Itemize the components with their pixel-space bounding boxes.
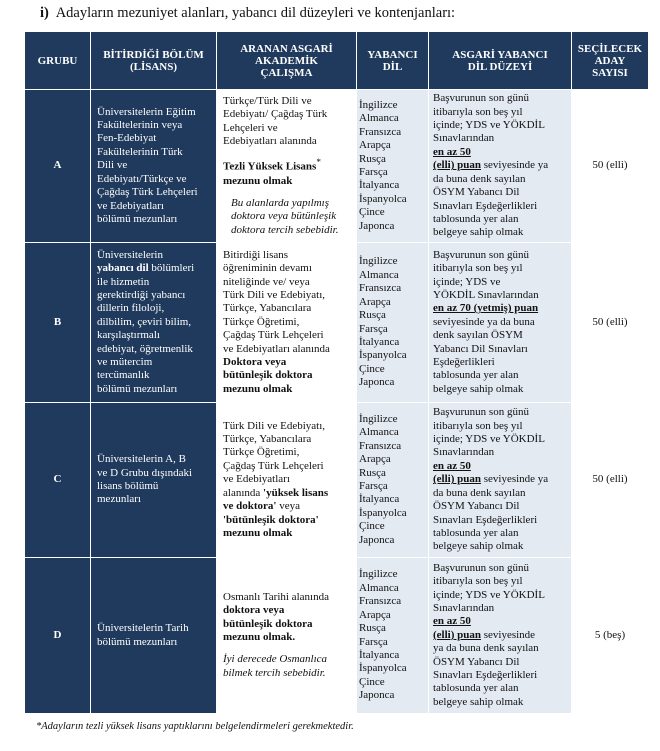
text-line: doktora veya <box>223 604 285 617</box>
group-cell: A <box>25 90 91 243</box>
text-line: Fransızca <box>359 125 402 138</box>
text-line: tablosunda yer alan <box>433 212 519 225</box>
text-line: Başvurunun son günü <box>433 561 529 574</box>
text-line: Almanca <box>359 581 399 594</box>
header-bolum: BİTİRDİĞİ BÖLÜM (LİSANS) <box>91 32 217 90</box>
text-line: İtalyanca <box>359 335 400 348</box>
footnote: *Adayların tezli yüksek lisans yaptıklarını belgelendirmeleri gerekmektedir. <box>36 721 354 732</box>
text-line: İtalyanca <box>359 648 400 661</box>
text-line: Eşdeğerlikleri <box>433 356 495 369</box>
text-line: İspanyolca <box>359 192 407 205</box>
text-line: Rusça <box>359 309 386 322</box>
text-line: edebiyat, öğretmenlik <box>97 342 193 355</box>
text-line: İngilizce <box>359 255 398 268</box>
section-title: Adayların mezuniyet alanları, yabancı dil düzeyleri ve kontenjanları: <box>55 5 456 21</box>
text-line: tercümanlık <box>97 369 150 382</box>
text-line: Fransızca <box>359 282 402 295</box>
text-line: Osmanlı Tarihi alanında <box>223 590 329 603</box>
languages-cell <box>357 403 429 558</box>
table-row-b <box>25 243 649 403</box>
requirement-bold: Tezli Yüksek Lisans <box>223 161 317 174</box>
text-line: Çağdaş Türk Lehçeleri <box>223 329 324 342</box>
group-cell: C <box>25 403 91 558</box>
text-line: Türk Dili ve Edebiyatı, <box>223 419 326 432</box>
quota-cell: 50 (elli) <box>572 403 649 558</box>
text-line: denk sayılan ÖSYM <box>433 329 523 342</box>
text-line: İyi derecede Osmanlıca <box>223 653 328 666</box>
academic-requirement-cell <box>217 558 357 714</box>
text-line: Çince <box>359 362 385 375</box>
text-line: Farsça <box>359 166 388 178</box>
text-line: Sınavları Eşdeğerlikleri <box>433 199 538 212</box>
text-line: da buna denk sayılan <box>433 172 526 185</box>
text-line: belgeye sahip olmak <box>433 540 524 553</box>
text-line: Japonca <box>359 689 395 702</box>
text-line: ve mütercim <box>97 356 153 369</box>
text-line: Lehçeleri ve <box>223 121 278 134</box>
department-cell: Üniversitelerin yabancı dil bölümleri ile hizmetin gerektirdiği yabancı dillerin filoloji, dilbilim, çeviri bilim, karşılaştırmalı edebiyat, öğretmenlik ve mütercim tercümanlık bölümü mezunları <box>91 243 217 403</box>
academic-requirement-cell: Türkçe/Türk Dili ve Edebiyatı/ Çağdaş Türk Lehçeleri ve Edebiyatları alanında Tezli Yüksek Lisans* mezunu olmak Bu alanlarda yapılmış doktora veya bütünleşik doktora tercih sebebidir. <box>217 90 357 243</box>
header-calisma: ARANAN ASGARİ AKADEMİK ÇALIŞMA <box>217 32 357 90</box>
text-line: da buna denk sayılan <box>433 486 526 499</box>
text-line: Rusça <box>359 466 386 479</box>
text-line: belgeye sahip olmak <box>433 382 524 395</box>
text-line: Farsça <box>359 635 388 648</box>
text-line: içinde; YDS ve <box>433 275 501 288</box>
department-cell <box>91 558 217 714</box>
group-cell: B <box>25 243 91 403</box>
text-line: Üniversitelerin A, B <box>97 453 186 466</box>
text-line: bölümü mezunları <box>97 382 178 395</box>
text-line: ile hizmetin <box>97 275 150 288</box>
text-line: bölümü mezunları <box>97 212 178 225</box>
text-line: mezunu olmak <box>223 526 293 539</box>
text-line: Edebiyatı/ Çağdaş Türk <box>223 108 328 121</box>
text-line: İngilizce <box>359 98 398 111</box>
text-line: Çağdaş Türk Lehçeleri <box>223 459 324 472</box>
text-line: İtalyanca <box>359 493 400 506</box>
text-line: ÖSYM Yabancı Dil <box>433 500 520 513</box>
text-line: Japonca <box>359 533 395 546</box>
text-line: itibarıyla son beş yıl <box>433 262 523 275</box>
quota-cell: 50 (elli) <box>572 90 649 243</box>
text-line: Türkçe/Türk Dili ve <box>223 94 312 107</box>
text-line: Üniversitelerin Tarih <box>97 622 189 635</box>
section-marker: i) <box>40 5 49 21</box>
department-cell <box>91 403 217 558</box>
text-line: Dili ve <box>97 159 128 172</box>
text-line: belgeye sahip olmak <box>433 226 524 239</box>
text-line: bütünleşik doktora <box>223 617 313 630</box>
text-line: Fen-Edebiyat <box>97 132 157 145</box>
text-line: Sınavları Eşdeğerlikleri <box>433 669 538 682</box>
text-line: Çince <box>359 520 385 533</box>
table-row-a <box>25 90 649 243</box>
header-sayi: SEÇİLECEK ADAY SAYISI <box>572 32 649 90</box>
text-line: Türkçe, Yabancılara <box>223 433 312 446</box>
text-line: Bu alanlarda yapılmış <box>231 196 329 209</box>
text-line: mezunları <box>97 493 141 506</box>
text-line: İspanyolca <box>359 662 407 675</box>
text-line: İspanyolca <box>359 349 407 362</box>
text-line: itibarıyla son beş yıl <box>433 419 523 432</box>
text-line: dillerin filoloji, <box>97 302 165 315</box>
text-line: ve Edebiyatları <box>223 473 290 486</box>
preference-note <box>223 197 350 237</box>
quota-table <box>24 31 649 714</box>
text-line: doktora veya bütünleşik <box>231 210 337 223</box>
text-line: karşılaştırmalı <box>97 329 160 342</box>
text-line: Çağdaş Türk Lehçeleri <box>97 186 198 199</box>
text-line: ve D Grubu dışındaki <box>97 466 193 479</box>
text-line: Fakültelerinin veya <box>97 119 183 132</box>
languages-cell <box>357 558 429 714</box>
text-line: Üniversitelerin Eğitim <box>97 105 196 118</box>
text-line: Çince <box>359 206 385 219</box>
text-line: ve Edebiyatları <box>97 199 164 212</box>
table-header-row <box>25 32 649 90</box>
text-line: ÖSYM Yabancı Dil <box>433 655 520 668</box>
text-line: Farsça <box>359 322 388 335</box>
table-row-c <box>25 403 649 558</box>
text-line: Yabancı Dil Sınavları <box>433 342 528 355</box>
text-line: dilbilim, çeviri bilim, <box>97 315 192 328</box>
department-cell <box>91 90 217 243</box>
header-duzey: ASGARİ YABANCI DİL DÜZEYİ <box>429 32 572 90</box>
text-line: Edebiyatları alanında <box>223 135 317 148</box>
text-line: Başvurunun son günü <box>433 248 529 261</box>
text-line: seviyesinde ya da buna <box>433 315 535 328</box>
text-line: Rusça <box>359 622 386 635</box>
text-line: Almanca <box>359 426 399 439</box>
academic-requirement-cell <box>217 243 357 403</box>
text-line: itibarıyla son beş yıl <box>433 575 523 588</box>
text-line: gerektirdiği yabancı <box>97 288 186 301</box>
text-line: belgeye sahip olmak <box>433 695 524 708</box>
text-line: lisans bölümü <box>97 480 159 492</box>
language-level-cell: Başvurunun son günü itibarıyla son beş yıl içinde; YDS ve YÖKDİL Sınavlarından en az 50 (elli) puan seviyesinde ya da buna denk sayılan ÖSYM Yabancı Dil Sınavları Eşdeğerlikleri tablosunda yer alan belgeye sahip olmak <box>429 90 572 243</box>
text-line: İngilizce <box>359 568 398 581</box>
text-line: Japonca <box>359 376 395 389</box>
text-line: Türkçe Öğretimi, <box>223 446 300 459</box>
text-line: Japonca <box>359 219 395 232</box>
text-line: doktora tercih sebebidir. <box>231 223 339 236</box>
text-line: mezunu olmak <box>223 382 293 395</box>
text-line: öğreniminin devamı <box>223 262 312 275</box>
text-line: Almanca <box>359 112 399 125</box>
group-cell: D <box>25 558 91 714</box>
language-level-cell: Başvurunun son günü itibarıyla son beş yıl içinde; YDS ve YÖKDİL Sınavlarından en az 70 (yetmiş) puan seviyesinde ya da buna denk sayılan ÖSYM Yabancı Dil Sınavları Eşdeğerlikleri tablosunda yer alan belgeye sahip olmak <box>429 243 572 403</box>
requirement-bold-2: mezunu olmak <box>223 174 293 187</box>
text-line: tablosunda yer alan <box>433 369 519 382</box>
text-line: İngilizce <box>359 412 398 425</box>
text-line: Edebiyatı/Türkçe ve <box>97 172 187 185</box>
academic-requirement-cell: Türk Dili ve Edebiyatı, Türkçe, Yabancılara Türkçe Öğretimi, Çağdaş Türk Lehçeleri ve Edebiyatları alanında 'yüksek lisans ve doktora' veya 'bütünleşik doktora' mezunu olmak <box>217 403 357 558</box>
text-line: içinde; YDS ve YÖKDİL <box>433 119 545 132</box>
text-line: Rusça <box>359 152 386 165</box>
text-line: tablosunda yer alan <box>433 526 519 539</box>
text-line: Arapça <box>359 453 391 466</box>
text-line: İtalyanca <box>359 179 400 192</box>
text-line: niteliğinde ve/ veya <box>223 275 310 288</box>
language-level-cell: Başvurunun son günü itibarıyla son beş yıl içinde; YDS ve YÖKDİL Sınavlarından en az 50 (elli) puan seviyesinde ya da buna denk sayılan ÖSYM Yabancı Dil Sınavları Eşdeğerlikleri tablosunda yer alan belgeye sahip olmak <box>429 558 572 714</box>
text-line: Çince <box>359 675 385 688</box>
text-line: Fransızca <box>359 595 402 608</box>
text-line: bütünleşik doktora <box>223 369 313 382</box>
text-line: içinde; YDS ve YÖKDİL <box>433 588 545 601</box>
text-line: Başvurunun son günü <box>433 92 529 105</box>
text-line: Sınavları Eşdeğerlikleri <box>433 513 538 526</box>
text-line: bilmek tercih sebebidir. <box>223 666 326 679</box>
text-line: ÖSYM Yabancı Dil <box>433 186 520 199</box>
text-line: bölümü mezunları <box>97 635 178 648</box>
text-line: İspanyolca <box>359 506 407 519</box>
text-line: Başvurunun son günü <box>433 406 529 419</box>
text-line: tablosunda yer alan <box>433 682 519 695</box>
text-line: Farsça <box>359 480 388 492</box>
text-line: Arapça <box>359 139 391 152</box>
section-heading <box>40 5 455 22</box>
quota-cell: 5 (beş) <box>572 558 649 714</box>
text-line: Arapça <box>359 295 391 308</box>
text-line: Fransızca <box>359 439 402 452</box>
text-line: Bitirdiği lisans <box>223 248 289 261</box>
text-line: ya da buna denk sayılan <box>433 642 539 655</box>
text-line: Sınavlarından <box>433 132 495 145</box>
text-line: itibarıyla son beş yıl <box>433 105 523 118</box>
languages-cell <box>357 90 429 243</box>
language-level-cell: Başvurunun son günü itibarıyla son beş yıl içinde; YDS ve YÖKDİL Sınavlarından en az 50 (elli) puan seviyesinde ya da buna denk sayılan ÖSYM Yabancı Dil Sınavları Eşdeğerlikleri tablosunda yer alan belgeye sahip olmak <box>429 403 572 558</box>
quota-cell: 50 (elli) <box>572 243 649 403</box>
text-line: Arapça <box>359 608 391 621</box>
text-line: Türkçe Öğretimi, <box>223 315 300 328</box>
preference-note <box>223 653 350 680</box>
languages-cell <box>357 243 429 403</box>
header-grup: GRUBU <box>25 32 91 90</box>
text-line: Almanca <box>359 268 399 281</box>
text-line: mezunu olmak. <box>223 631 296 643</box>
text-line: Türkçe, Yabancılara <box>223 302 312 315</box>
header-dil: YABANCI DİL <box>357 32 429 90</box>
text-line: Türk Dili ve Edebiyatı, <box>223 288 326 301</box>
text-line: Fakültelerinin Türk <box>97 145 183 158</box>
text-line: ve Edebiyatları alanında <box>223 342 330 355</box>
text-line: içinde; YDS ve YÖKDİL <box>433 433 545 446</box>
text-line: YÖKDİL Sınavlarından <box>433 288 539 301</box>
table-row-d <box>25 558 649 714</box>
text-line: Sınavlarından <box>433 446 495 459</box>
text-line: Sınavlarından <box>433 601 495 614</box>
text-line: Doktora veya <box>223 356 287 369</box>
text-line: 'bütünleşik doktora' <box>223 513 319 526</box>
